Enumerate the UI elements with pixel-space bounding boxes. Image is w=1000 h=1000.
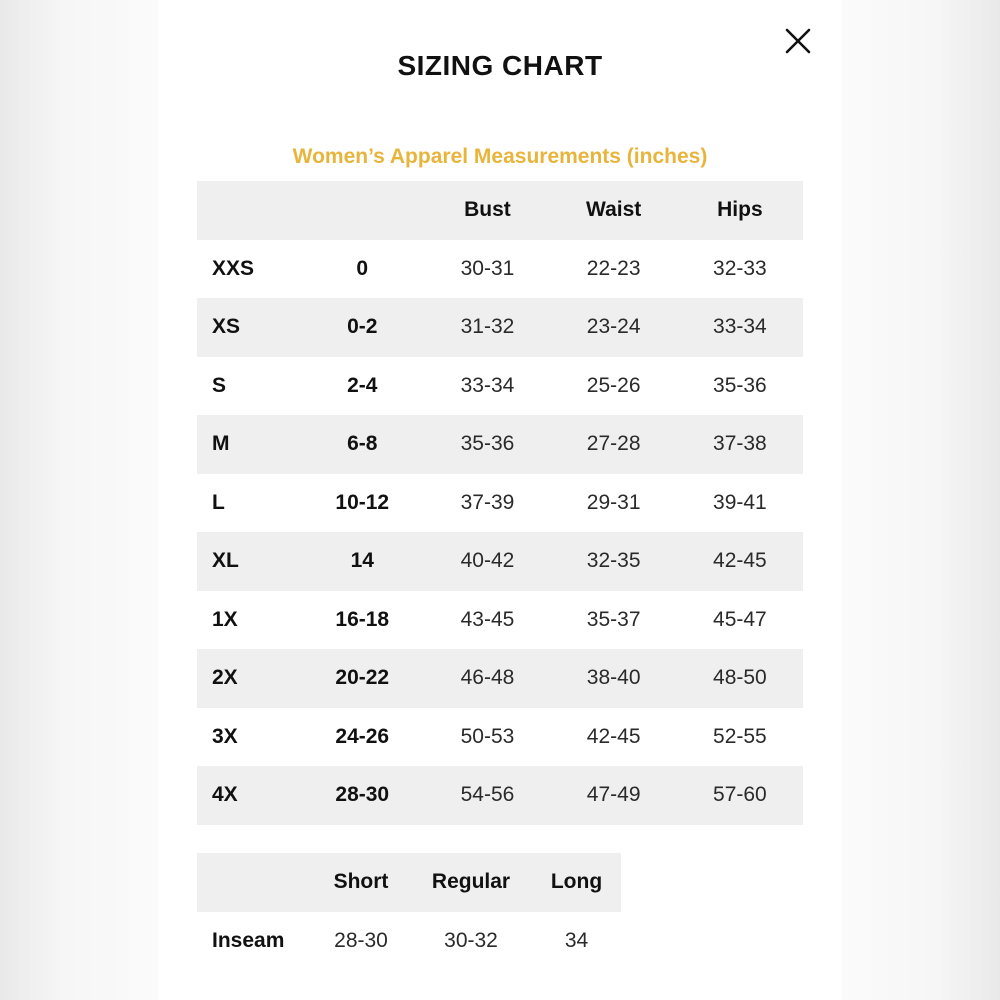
size-number: 28-30 — [335, 783, 390, 807]
bust-value: 50-53 — [460, 724, 515, 748]
hips-value: 39-41 — [713, 490, 767, 514]
waist-value: 23-24 — [586, 315, 641, 339]
bust-value: 46-48 — [460, 666, 515, 690]
size-number: 0-2 — [347, 315, 378, 339]
bust-value: 43-45 — [460, 607, 515, 631]
bust-value: 37-39 — [460, 490, 515, 514]
inseam-table — [197, 853, 621, 970]
inseam-long-value: 34 — [564, 928, 589, 952]
header-waist: Waist — [586, 198, 642, 222]
waist-value: 38-40 — [586, 666, 641, 690]
bust-value: 35-36 — [460, 432, 515, 456]
header-hips: Hips — [717, 198, 763, 222]
table-row — [197, 415, 803, 474]
waist-value: 35-37 — [586, 607, 641, 631]
header-long: Long — [550, 870, 603, 894]
inseam-regular-value: 30-32 — [444, 928, 498, 952]
size-label: M — [212, 432, 230, 456]
size-number: 20-22 — [335, 666, 390, 690]
table-row — [197, 912, 621, 971]
size-number: 14 — [350, 549, 374, 573]
size-label: S — [212, 373, 227, 397]
hips-value: 37-38 — [713, 432, 767, 456]
size-label: L — [212, 490, 225, 514]
size-number: 10-12 — [335, 490, 390, 514]
inseam-label: Inseam — [212, 928, 285, 952]
inseam-header-row — [197, 853, 621, 912]
waist-value: 25-26 — [586, 373, 641, 397]
table-row — [197, 240, 803, 299]
size-label: XS — [212, 315, 241, 339]
bust-value: 33-34 — [460, 373, 515, 397]
size-number: 0 — [356, 256, 369, 280]
hips-value: 42-45 — [713, 549, 767, 573]
size-number: 2-4 — [347, 373, 378, 397]
hips-value: 52-55 — [713, 724, 767, 748]
waist-value: 27-28 — [586, 432, 641, 456]
bust-value: 54-56 — [460, 783, 515, 807]
modal-title: SIZING CHART — [397, 50, 603, 81]
size-label: 1X — [212, 607, 238, 631]
header-regular: Regular — [431, 870, 511, 894]
table-row — [197, 532, 803, 591]
table-row — [197, 474, 803, 533]
hips-value: 57-60 — [713, 783, 767, 807]
hips-value: 35-36 — [713, 373, 767, 397]
bust-value: 31-32 — [460, 315, 515, 339]
waist-value: 29-31 — [586, 490, 641, 514]
inseam-short-value: 28-30 — [334, 928, 388, 952]
size-number: 16-18 — [335, 607, 390, 631]
size-label: XL — [212, 549, 239, 573]
size-label: 2X — [212, 666, 238, 690]
table-row — [197, 298, 803, 357]
size-table-header-row — [197, 181, 803, 240]
header-blank-number — [300, 181, 424, 240]
bust-value: 30-31 — [460, 256, 515, 280]
size-number: 24-26 — [335, 724, 390, 748]
table-row — [197, 591, 803, 650]
waist-value: 42-45 — [586, 724, 641, 748]
header-short: Short — [333, 870, 389, 894]
waist-value: 47-49 — [586, 783, 641, 807]
size-label: XXS — [212, 256, 255, 280]
table-row — [197, 708, 803, 767]
inseam-header-blank — [197, 853, 312, 912]
size-label: 3X — [212, 724, 238, 748]
hips-value: 45-47 — [713, 607, 767, 631]
size-table — [197, 181, 803, 825]
waist-value: 32-35 — [586, 549, 641, 573]
size-number: 6-8 — [347, 432, 378, 456]
table-row — [197, 649, 803, 708]
table-subtitle: Women’s Apparel Measurements (inches) — [292, 145, 708, 168]
header-blank-size — [197, 181, 300, 240]
hips-value: 32-33 — [713, 256, 767, 280]
header-bust: Bust — [464, 198, 511, 222]
hips-value: 33-34 — [713, 315, 767, 339]
size-label: 4X — [212, 783, 238, 807]
bust-value: 40-42 — [460, 549, 515, 573]
table-row — [197, 766, 803, 825]
hips-value: 48-50 — [713, 666, 767, 690]
table-row — [197, 357, 803, 416]
waist-value: 22-23 — [586, 256, 641, 280]
